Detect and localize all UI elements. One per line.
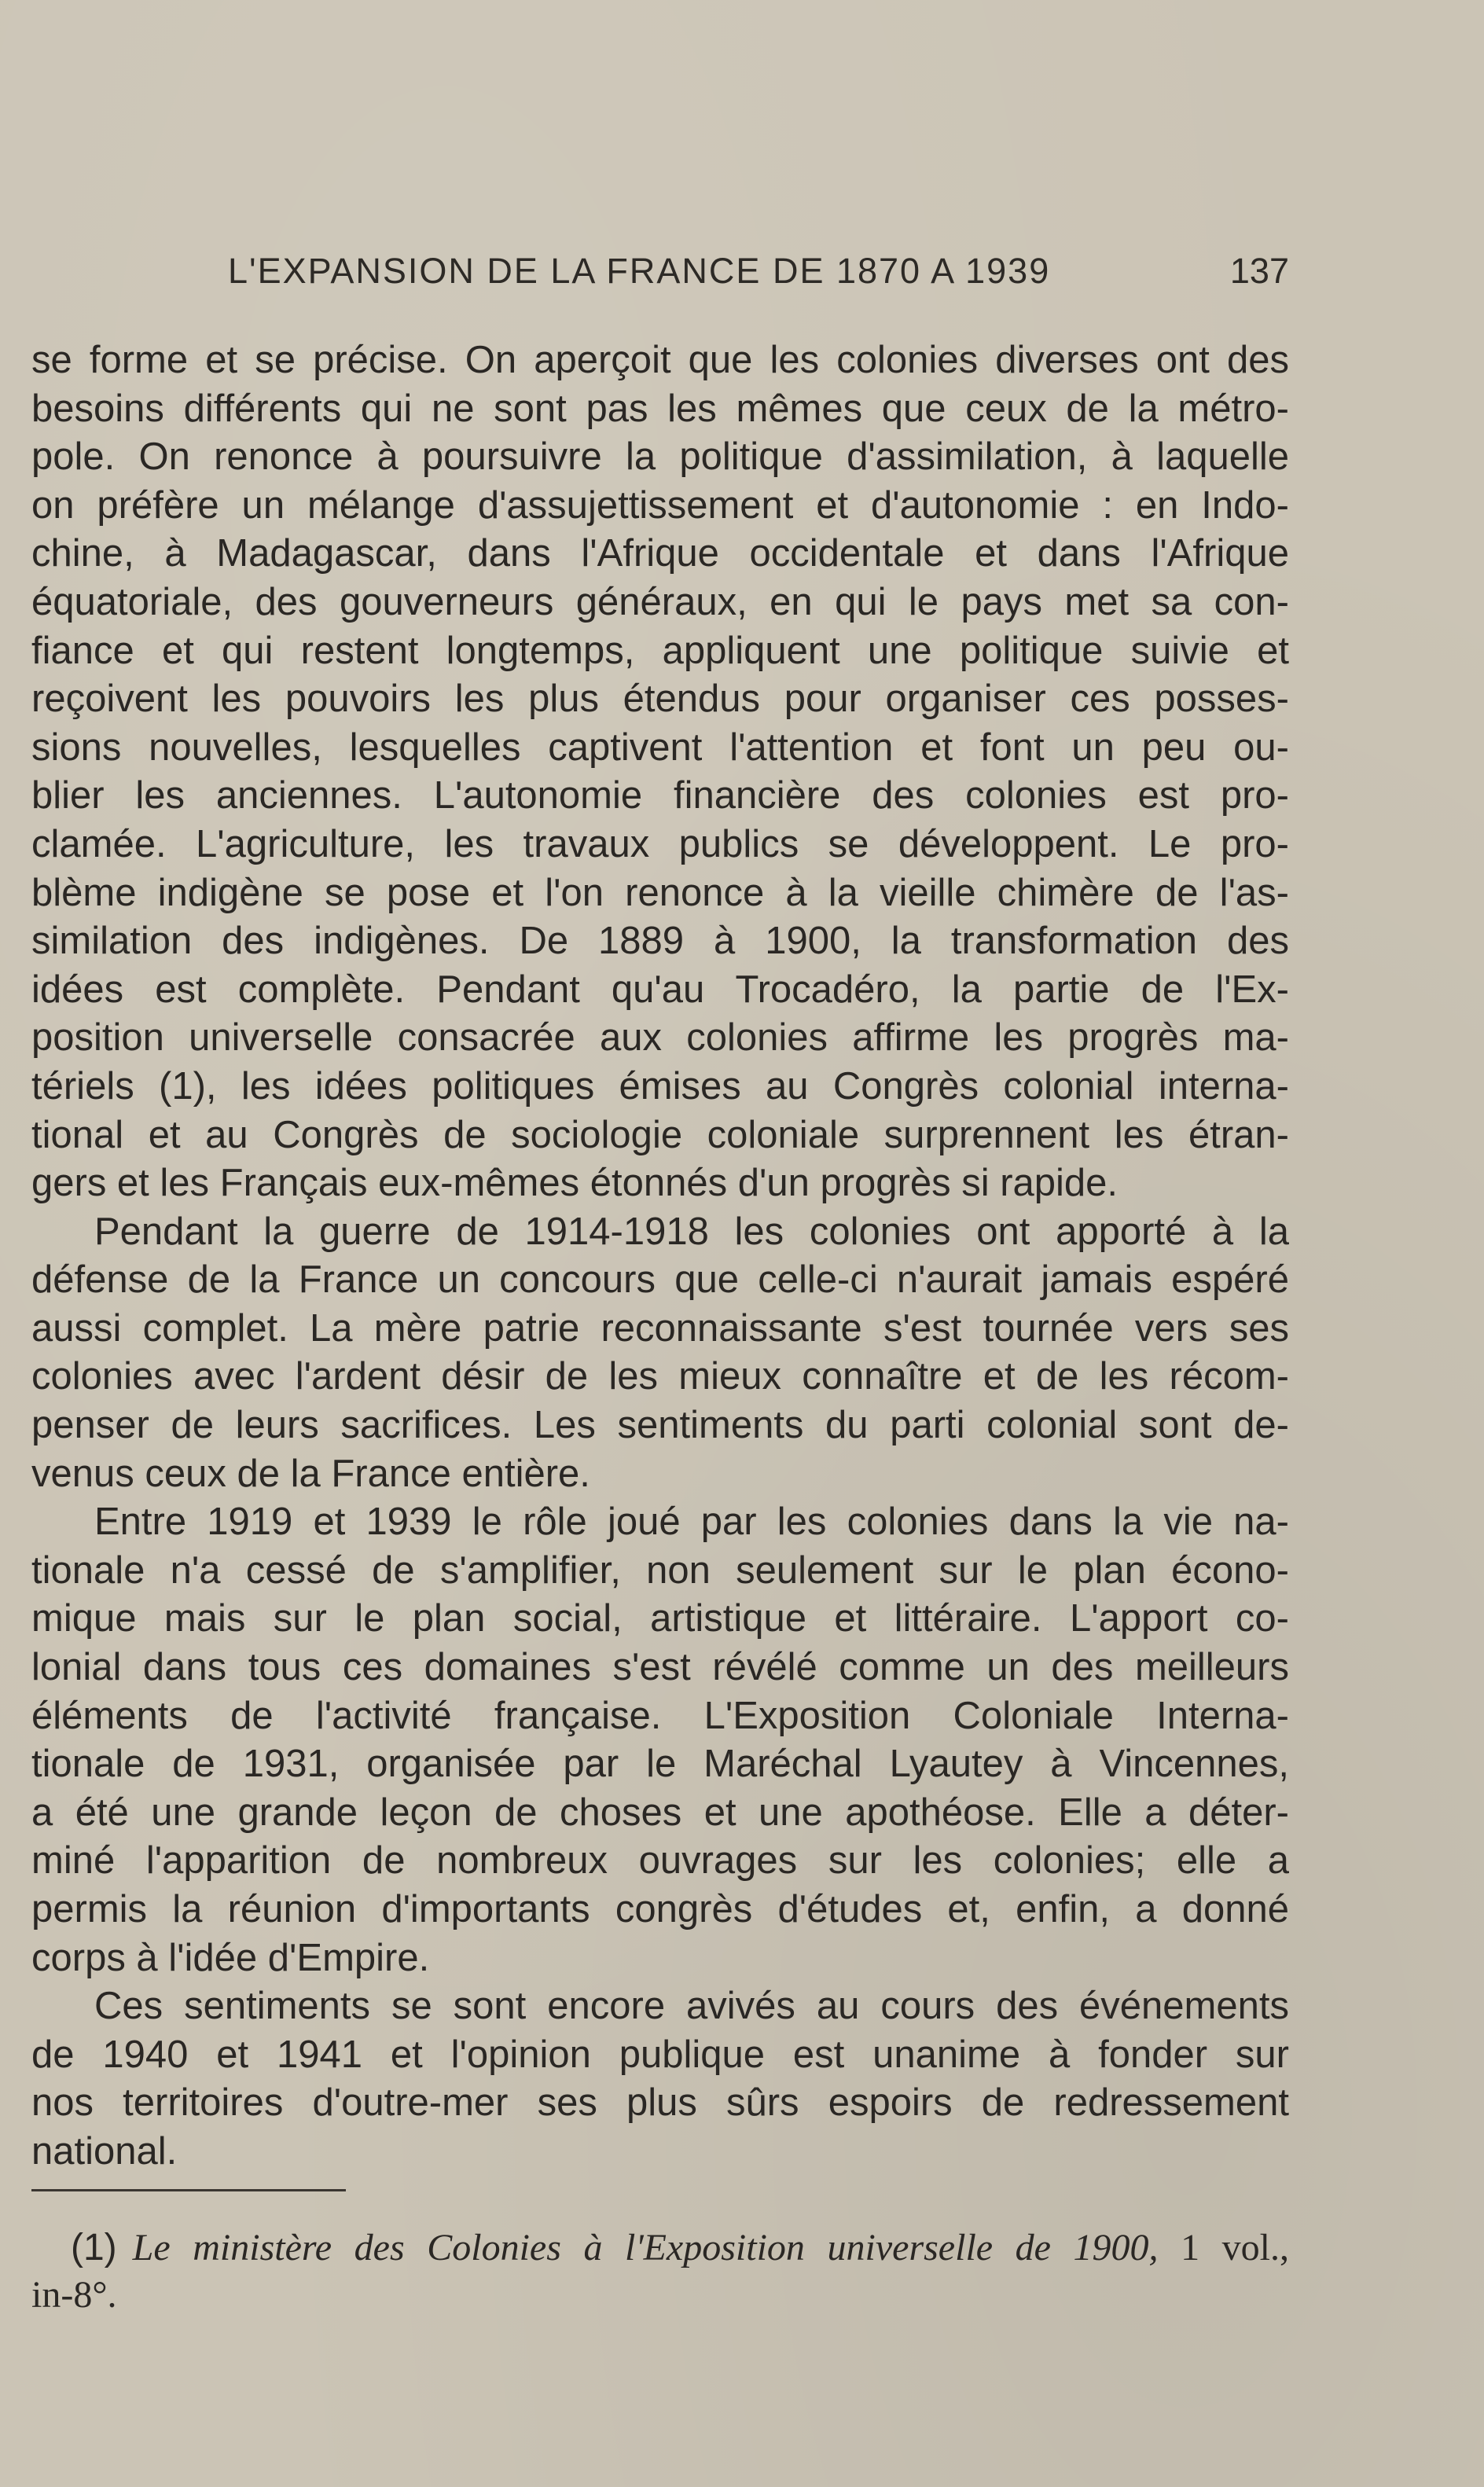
text-line: se forme et se précise. On aperçoit que les colonies diverses ont des [31, 339, 1289, 381]
page-number: 137 [1229, 251, 1289, 291]
footnote-line [31, 2224, 1289, 2272]
text-line: a été une grande leçon de choses et une apothéose. Elle a déter- [31, 1791, 1289, 1834]
text-line: Entre 1919 et 1939 le rôle joué par les colonies dans la vie na- [94, 1501, 1289, 1544]
text-line: blier les anciennes. L'autonomie financière des colonies est pro- [31, 774, 1289, 817]
page-header [228, 240, 1289, 303]
text-line: équatoriale, des gouverneurs généraux, en qui le pays met sa con- [31, 580, 1289, 623]
text-line: Pendant la guerre de 1914-1918 les colonies ont apporté à la [94, 1210, 1289, 1253]
footnote-divider [31, 2189, 346, 2191]
text-line: clamée. L'agriculture, les travaux publics se développent. Le pro- [31, 822, 1289, 865]
text-line: tionale n'a cessé de s'amplifier, non seulement sur le plan écono- [31, 1548, 1289, 1592]
text-line: idées est complète. Pendant qu'au Trocadéro, la partie de l'Ex- [31, 968, 1289, 1011]
text-line: sions nouvelles, lesquelles captivent l'attention et font un peu ou- [31, 726, 1289, 769]
text-line: venus ceux de la France entière. [31, 1452, 590, 1495]
text-line: colonies avec l'ardent désir de les mieux connaître et de les récom- [31, 1355, 1289, 1398]
footnote [31, 2224, 1289, 2319]
footnote-line-2: in-8°. [31, 2274, 117, 2316]
footnote-title: Le ministère des Colonies à l'Exposition universelle de 1900, [132, 2227, 1159, 2268]
text-line: éléments de l'activité française. L'Exposition Coloniale Interna- [31, 1694, 1289, 1737]
text-line: permis la réunion d'importants congrès d'études et, enfin, a donné [31, 1888, 1289, 1930]
body-text [31, 336, 1289, 2177]
footnote-detail: 1 vol., [1181, 2227, 1290, 2268]
text-line: reçoivent les pouvoirs les plus étendus pour organiser ces posses- [31, 678, 1289, 721]
text-line: penser de leurs sacrifices. Les sentiments du parti colonial sont de- [31, 1404, 1289, 1447]
text-line: pole. On renonce à poursuivre la politique d'assimilation, à laquelle [31, 435, 1289, 479]
text-line: tionale de 1931, organisée par le Maréchal Lyautey à Vincennes, [31, 1743, 1289, 1786]
text-line: aussi complet. La mère patrie reconnaissante s'est tournée vers ses [31, 1306, 1289, 1350]
text-line: nos territoires d'outre-mer ses plus sûrs espoirs de redressement [31, 2081, 1289, 2125]
text-line: défense de la France un concours que celle-ci n'aurait jamais espéré [31, 1258, 1289, 1302]
text-line: chine, à Madagascar, dans l'Afrique occidentale et dans l'Afrique [31, 532, 1289, 575]
text-line: fiance et qui restent longtemps, appliquent une politique suivie et [31, 629, 1289, 672]
text-line: position universelle consacrée aux colonies affirme les progrès ma- [31, 1016, 1289, 1060]
text-line: de 1940 et 1941 et l'opinion publique est unanime à fonder sur [31, 2033, 1289, 2076]
text-line: Ces sentiments se sont encore avivés au cours des événements [94, 1985, 1289, 2028]
text-line: national. [31, 2129, 178, 2173]
text-line: gers et les Français eux-mêmes étonnés d'un progrès si rapide. [31, 1162, 1119, 1205]
text-line: on préfère un mélange d'assujettissement et d'autonomie : en Indo- [31, 483, 1289, 527]
running-title: L'EXPANSION DE LA FRANCE DE 1870 A 1939 [228, 251, 1051, 291]
text-line: miné l'apparition de nombreux ouvrages sur les colonies; elle a [31, 1839, 1289, 1883]
text-line: tériels (1), les idées politiques émises au Congrès colonial interna- [31, 1064, 1289, 1108]
text-line: lonial dans tous ces domaines s'est révélé comme un des meilleurs [31, 1646, 1289, 1689]
text-line: besoins différents qui ne sont pas les mêmes que ceux de la métro- [31, 387, 1289, 430]
text-line: similation des indigènes. De 1889 à 1900, la transformation des [31, 920, 1289, 963]
text-line: mique mais sur le plan social, artistique et littéraire. L'apport co- [31, 1597, 1289, 1640]
text-line: tional et au Congrès de sociologie coloniale surprennent les étran- [31, 1113, 1289, 1156]
text-line: blème indigène se pose et l'on renonce à la vieille chimère de l'as- [31, 871, 1289, 914]
footnote-marker: (1) [71, 2227, 117, 2268]
text-line: corps à l'idée d'Empire. [31, 1936, 430, 1979]
